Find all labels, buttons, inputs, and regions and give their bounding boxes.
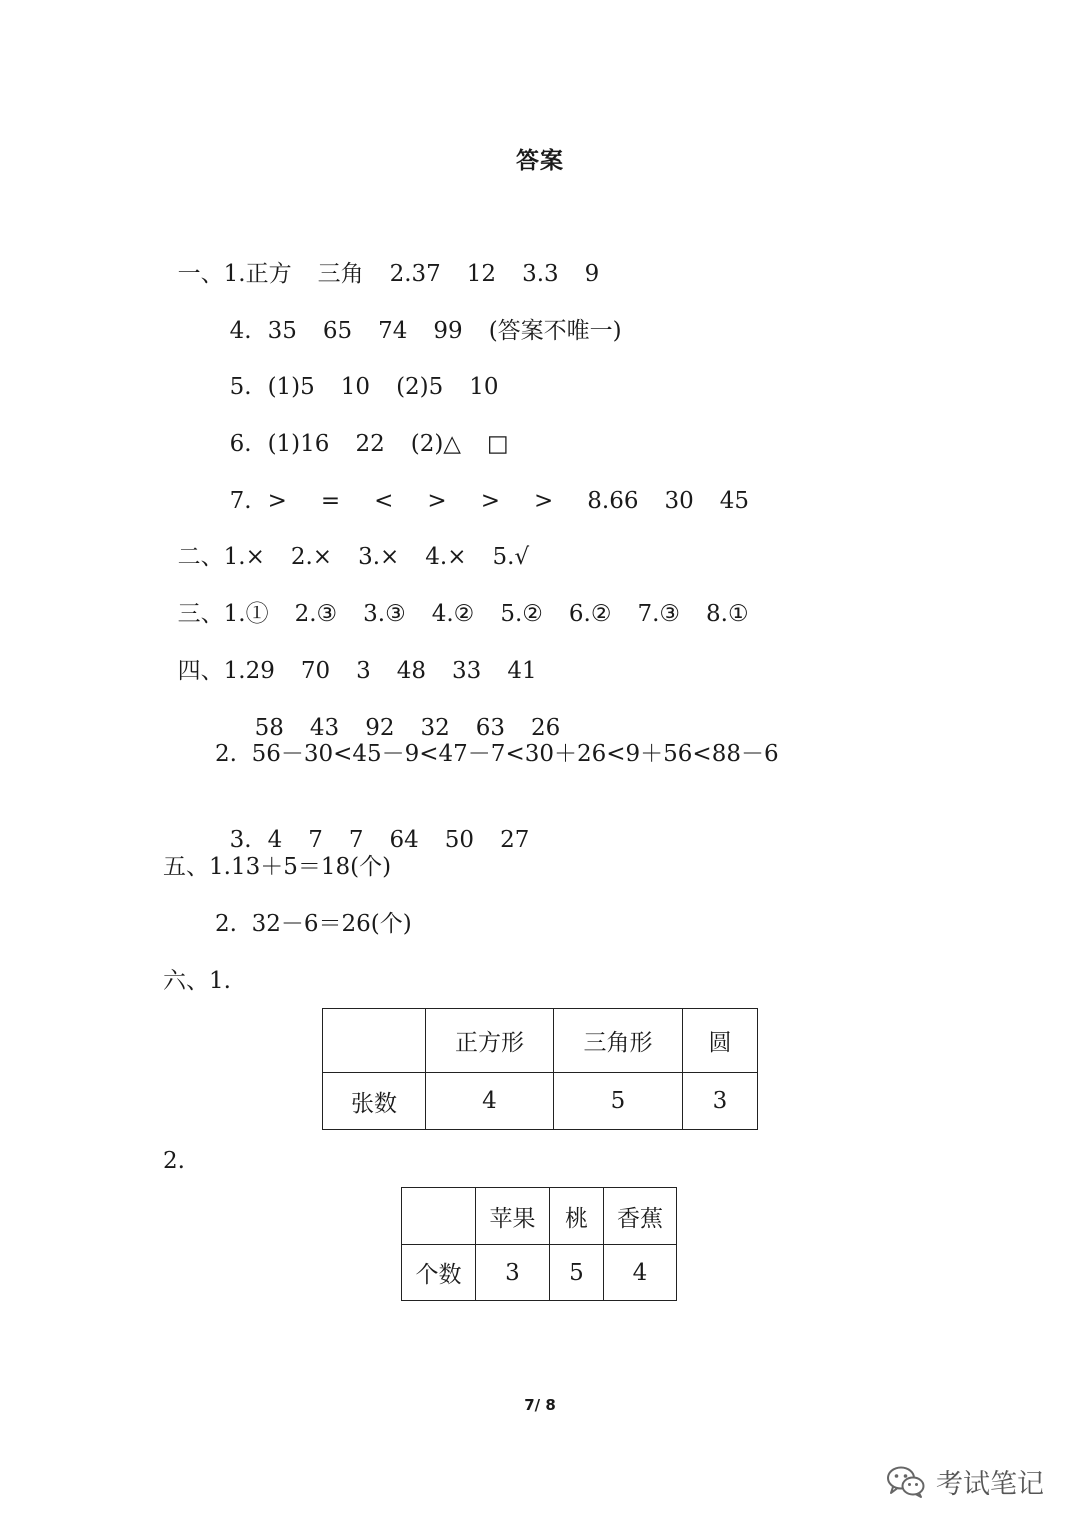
page-number: 7/ 8 xyxy=(524,1396,556,1414)
answer-item: 7 xyxy=(348,827,364,853)
answer-line-6-2: 2. xyxy=(163,1148,185,1174)
table-row-label: 个数 xyxy=(402,1245,476,1301)
table-header-cell: 三角形 xyxy=(554,1009,683,1073)
answer-item: 4. xyxy=(229,318,252,344)
table-header-cell: 正方形 xyxy=(426,1009,554,1073)
answer-item: 64 xyxy=(389,827,419,853)
answer-item: 99 xyxy=(433,318,463,344)
answer-item: 3 xyxy=(356,658,371,684)
fruit-count-table xyxy=(401,1187,677,1301)
answer-item: 12 xyxy=(466,261,497,287)
answer-item: > xyxy=(480,488,500,514)
answer-item: (2)△ xyxy=(410,431,461,457)
answer-item: 5.② xyxy=(500,601,543,627)
answer-item: 2.37 xyxy=(389,261,441,287)
answer-item: 65 xyxy=(322,318,353,344)
table-header-cell: 苹果 xyxy=(476,1188,550,1245)
table-header-cell xyxy=(402,1188,476,1245)
answer-item: 9 xyxy=(584,261,600,287)
answer-item: > xyxy=(533,488,554,514)
answer-line-1-4 xyxy=(215,286,622,346)
answer-item: 50 xyxy=(444,827,475,853)
answer-item: 7. xyxy=(229,488,252,514)
answer-item: < xyxy=(374,488,394,514)
shape-count-table xyxy=(322,1008,758,1130)
answer-item: 2.③ xyxy=(294,601,338,627)
answer-item: 48 xyxy=(396,658,427,684)
answer-item: > xyxy=(267,488,287,514)
answer-item: 41 xyxy=(507,658,537,684)
watermark xyxy=(886,1462,1044,1501)
answer-line-4-1b xyxy=(240,683,560,743)
answer-item: 7.③ xyxy=(637,601,681,627)
answer-item: 四、1.29 xyxy=(177,658,275,684)
answer-line-1-1 xyxy=(163,229,599,289)
answer-item: 4 xyxy=(267,827,283,853)
page-title: 答案 xyxy=(516,148,564,174)
answer-item: 3.× xyxy=(358,544,400,570)
answer-item: 8.① xyxy=(706,601,749,627)
answer-item: 32 xyxy=(420,715,450,741)
answer-item: (2)5 xyxy=(396,374,444,400)
answer-line-1-6 xyxy=(215,399,509,459)
answer-item: 35 xyxy=(267,318,297,344)
table-cell: 5 xyxy=(550,1245,604,1301)
answer-item: 5. xyxy=(229,374,252,400)
answer-item: 4.② xyxy=(431,601,475,627)
answer-item: 22 xyxy=(355,431,385,457)
answer-item: 6. xyxy=(229,431,252,457)
answer-item: 6.② xyxy=(568,601,612,627)
answer-item: 一、1.正方 xyxy=(177,261,292,287)
table-cell: 3 xyxy=(476,1245,550,1301)
watermark-text: 考试笔记 xyxy=(936,1469,1044,1500)
table-header-cell: 香蕉 xyxy=(604,1188,677,1245)
answer-line-3 xyxy=(163,569,749,629)
table-header-cell: 桃 xyxy=(550,1188,604,1245)
answer-line-4-2: 2. 56－30<45－9<47－7<30＋26<9＋56<88－6 xyxy=(215,741,779,767)
answer-item: 5.√ xyxy=(492,544,530,570)
answer-item: 45 xyxy=(719,488,750,514)
answer-item: 三、1.① xyxy=(177,601,269,627)
answer-item: 58 xyxy=(254,715,284,741)
answer-item: 三角 xyxy=(317,261,364,287)
table-header-cell xyxy=(323,1009,426,1073)
table-header-cell: 圆 xyxy=(683,1009,758,1073)
answer-line-1-7 xyxy=(215,456,749,516)
answer-item: = xyxy=(320,488,341,514)
answer-line-5-1: 五、1.13＋5＝18(个) xyxy=(163,854,392,880)
answer-item: 10 xyxy=(469,374,499,400)
answer-item: 43 xyxy=(309,715,340,741)
answer-line-1-5 xyxy=(215,342,499,402)
answer-item: (1)5 xyxy=(267,374,315,400)
answer-item: 2.× xyxy=(290,544,333,570)
answer-item: 8.66 xyxy=(587,488,639,514)
answer-item: 33 xyxy=(452,658,482,684)
answer-line-4-1 xyxy=(163,626,537,686)
answer-item: 74 xyxy=(378,318,408,344)
answer-item: 92 xyxy=(365,715,395,741)
answer-item: 3. xyxy=(229,827,252,853)
answer-line-6-1: 六、1. xyxy=(163,968,231,994)
answer-item: □ xyxy=(487,431,509,457)
table-cell: 3 xyxy=(683,1073,758,1130)
table-cell: 4 xyxy=(604,1245,677,1301)
answer-item: 26 xyxy=(531,715,561,741)
answer-item: 10 xyxy=(340,374,371,400)
answer-item: 二、1.× xyxy=(177,544,265,570)
answer-item: 3.3 xyxy=(522,261,559,287)
answer-item: > xyxy=(427,488,447,514)
answer-item: (1)16 xyxy=(267,431,330,457)
table-cell: 4 xyxy=(426,1073,554,1130)
answer-item: 70 xyxy=(300,658,331,684)
answer-item: 30 xyxy=(664,488,694,514)
answer-item: 4.× xyxy=(425,544,467,570)
answer-line-4-3 xyxy=(215,795,529,855)
answer-item: (答案不唯一) xyxy=(488,318,622,344)
answer-item: 3.③ xyxy=(363,601,406,627)
table-row-label: 张数 xyxy=(323,1073,426,1130)
answer-line-5-2: 2. 32－6＝26(个) xyxy=(215,911,412,937)
answer-line-2 xyxy=(163,512,529,572)
answer-item: 27 xyxy=(500,827,530,853)
table-cell: 5 xyxy=(554,1073,683,1130)
answer-item: 7 xyxy=(308,827,323,853)
wechat-icon xyxy=(886,1465,926,1499)
answer-item: 63 xyxy=(475,715,506,741)
